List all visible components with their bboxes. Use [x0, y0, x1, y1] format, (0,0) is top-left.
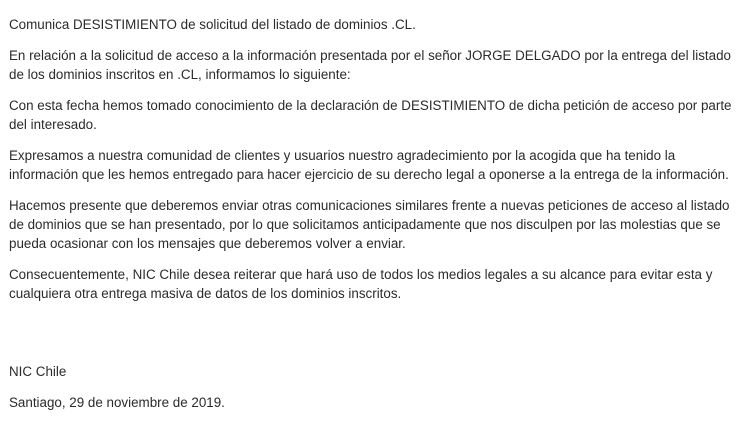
paragraph-future-communications: Hacemos presente que deberemos enviar otras comunicaciones similares frente a nuevas peticiones de acceso al listado de dominios que se han presentado, por lo que solicitamos anticipadamente que nos disculpen por las molestias que se pueda ocasionar con los mensajes que deberemos volver a enviar. — [9, 198, 730, 251]
signature-place-date: Santiago, 29 de noviembre de 2019. — [9, 395, 225, 410]
signature-spacer — [9, 315, 744, 362]
paragraph-request-info: En relación a la solicitud de acceso a la información presentada por el señor JORGE DELGADO por la entrega del listado de los dominios inscritos en .CL, informamos lo siguiente: — [9, 48, 731, 82]
letter-subject: Comunica DESISTIMIENTO de solicitud del listado de dominios .CL. — [9, 17, 416, 32]
paragraph-gratitude: Expresamos a nuestra comunidad de clientes y usuarios nuestro agradecimiento por la acogida que ha tenido la información que les hemos entregado para hacer ejercicio de su derecho legal a oponerse a la entrega de la información. — [9, 148, 729, 182]
paragraph-desistimiento: Con esta fecha hemos tomado conocimiento de la declaración de DESISTIMIENTO de dicha petición de acceso por parte del interesado. — [9, 98, 732, 132]
paragraph-legal-measures: Consecuentemente, NIC Chile desea reiterar que hará uso de todos los medios legales a su alcance para evitar esta y cualquiera otra entrega masiva de datos de los dominios inscritos. — [9, 267, 713, 301]
letter-body — [9, 15, 744, 412]
signature-organization: NIC Chile — [9, 364, 67, 379]
